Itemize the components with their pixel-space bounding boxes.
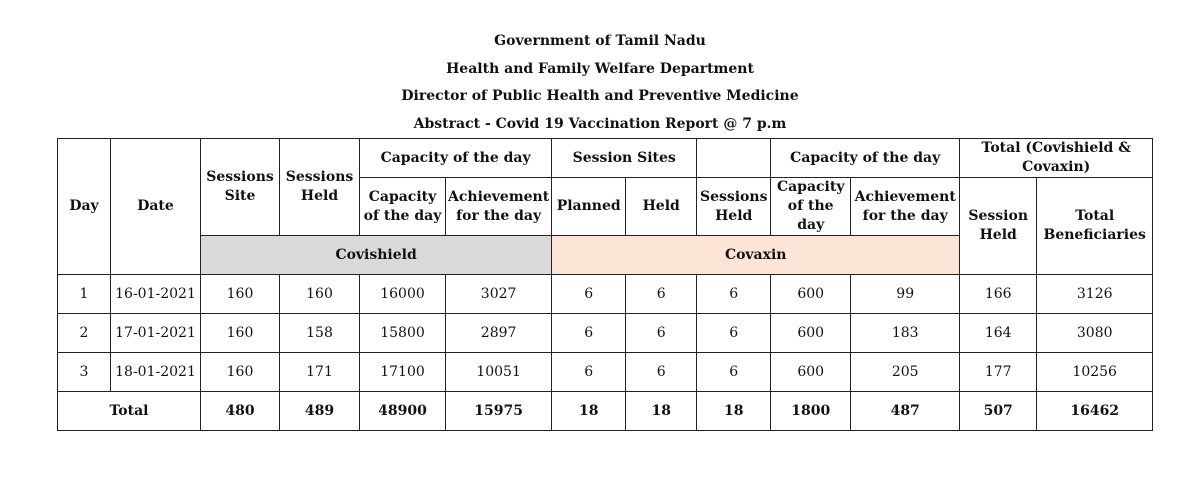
cell-capacity: 15800 [360,314,446,353]
cell-session-held-total: 166 [960,275,1037,314]
total-held: 18 [626,392,697,431]
cell-planned: 6 [552,275,626,314]
cell-date: 16-01-2021 [111,275,201,314]
total-label: Total [58,392,201,431]
cell-session-held-total: 164 [960,314,1037,353]
header-empty-cell [697,139,771,178]
cell-held: 6 [626,353,697,392]
total-covaxin-sessions-held: 18 [697,392,771,431]
header-directorate: Director of Public Health and Preventive Medicine [401,88,799,105]
total-achievement: 15975 [446,392,552,431]
header-planned: Planned [552,178,626,236]
cell-covaxin-sessions-held: 6 [697,353,771,392]
header-day: Day [58,139,111,275]
cell-planned: 6 [552,314,626,353]
vaccination-report-table [57,138,1153,431]
cell-held: 6 [626,314,697,353]
cell-covaxin-sessions-held: 6 [697,314,771,353]
header-report-title: Abstract - Covid 19 Vaccination Report @ 7 p.m [413,115,787,132]
header-total-beneficiaries: Total Beneficiaries [1037,178,1153,275]
header-sessions-held: Sessions Held [280,139,360,236]
total-session-held: 507 [960,392,1037,431]
header-session-held-total: Session Held [960,178,1037,275]
total-covaxin-capacity: 1800 [771,392,851,431]
total-sessions-held: 489 [280,392,360,431]
header-held: Held [626,178,697,236]
cell-total-beneficiaries: 10256 [1037,353,1153,392]
cell-planned: 6 [552,353,626,392]
total-capacity: 48900 [360,392,446,431]
cell-capacity: 16000 [360,275,446,314]
total-beneficiaries: 16462 [1037,392,1153,431]
cell-capacity: 17100 [360,353,446,392]
cell-covaxin-achievement: 99 [851,275,960,314]
cell-held: 6 [626,275,697,314]
total-row [58,392,1153,431]
header-achievement: Achievement for the day [446,178,552,236]
cell-session-held-total: 177 [960,353,1037,392]
cell-sessions-held: 158 [280,314,360,353]
header-sessions-site: Sessions Site [201,139,280,236]
total-planned: 18 [552,392,626,431]
header-department: Health and Family Welfare Department [446,60,754,77]
cell-date: 18-01-2021 [111,353,201,392]
table-row [58,275,1153,314]
cell-covaxin-capacity: 600 [771,275,851,314]
header-capacity-group: Capacity of the day [360,139,552,178]
table-row [58,353,1153,392]
cell-covaxin-sessions-held: 6 [697,275,771,314]
cell-sessions-held: 171 [280,353,360,392]
cell-covaxin-achievement: 183 [851,314,960,353]
cell-covaxin-capacity: 600 [771,314,851,353]
header-covaxin-capacity-group: Capacity of the day [771,139,960,178]
header-total-group: Total (Covishield & Covaxin) [960,139,1153,178]
table-row [58,314,1153,353]
header-covaxin-sessions-held: Sessions Held [697,178,771,236]
cell-total-beneficiaries: 3080 [1037,314,1153,353]
total-covaxin-achievement: 487 [851,392,960,431]
cell-achievement: 10051 [446,353,552,392]
total-sessions-site: 480 [201,392,280,431]
cell-covaxin-achievement: 205 [851,353,960,392]
cell-date: 17-01-2021 [111,314,201,353]
cell-achievement: 3027 [446,275,552,314]
cell-day: 3 [58,353,111,392]
header-capacity: Capacity of the day [360,178,446,236]
header-government: Government of Tamil Nadu [494,33,706,49]
header-covaxin-achievement: Achievement for the day [851,178,960,236]
header-date: Date [111,139,201,275]
header-session-sites-group: Session Sites [552,139,697,178]
cell-sessions-site: 160 [201,353,280,392]
cell-covaxin-capacity: 600 [771,353,851,392]
band-covishield: Covishield [201,236,552,275]
cell-achievement: 2897 [446,314,552,353]
cell-day: 1 [58,275,111,314]
header-covaxin-capacity: Capacity of the day [771,178,851,236]
cell-sessions-site: 160 [201,275,280,314]
report-header [0,30,1200,140]
cell-day: 2 [58,314,111,353]
cell-sessions-site: 160 [201,314,280,353]
cell-sessions-held: 160 [280,275,360,314]
cell-total-beneficiaries: 3126 [1037,275,1153,314]
band-covaxin: Covaxin [552,236,960,275]
